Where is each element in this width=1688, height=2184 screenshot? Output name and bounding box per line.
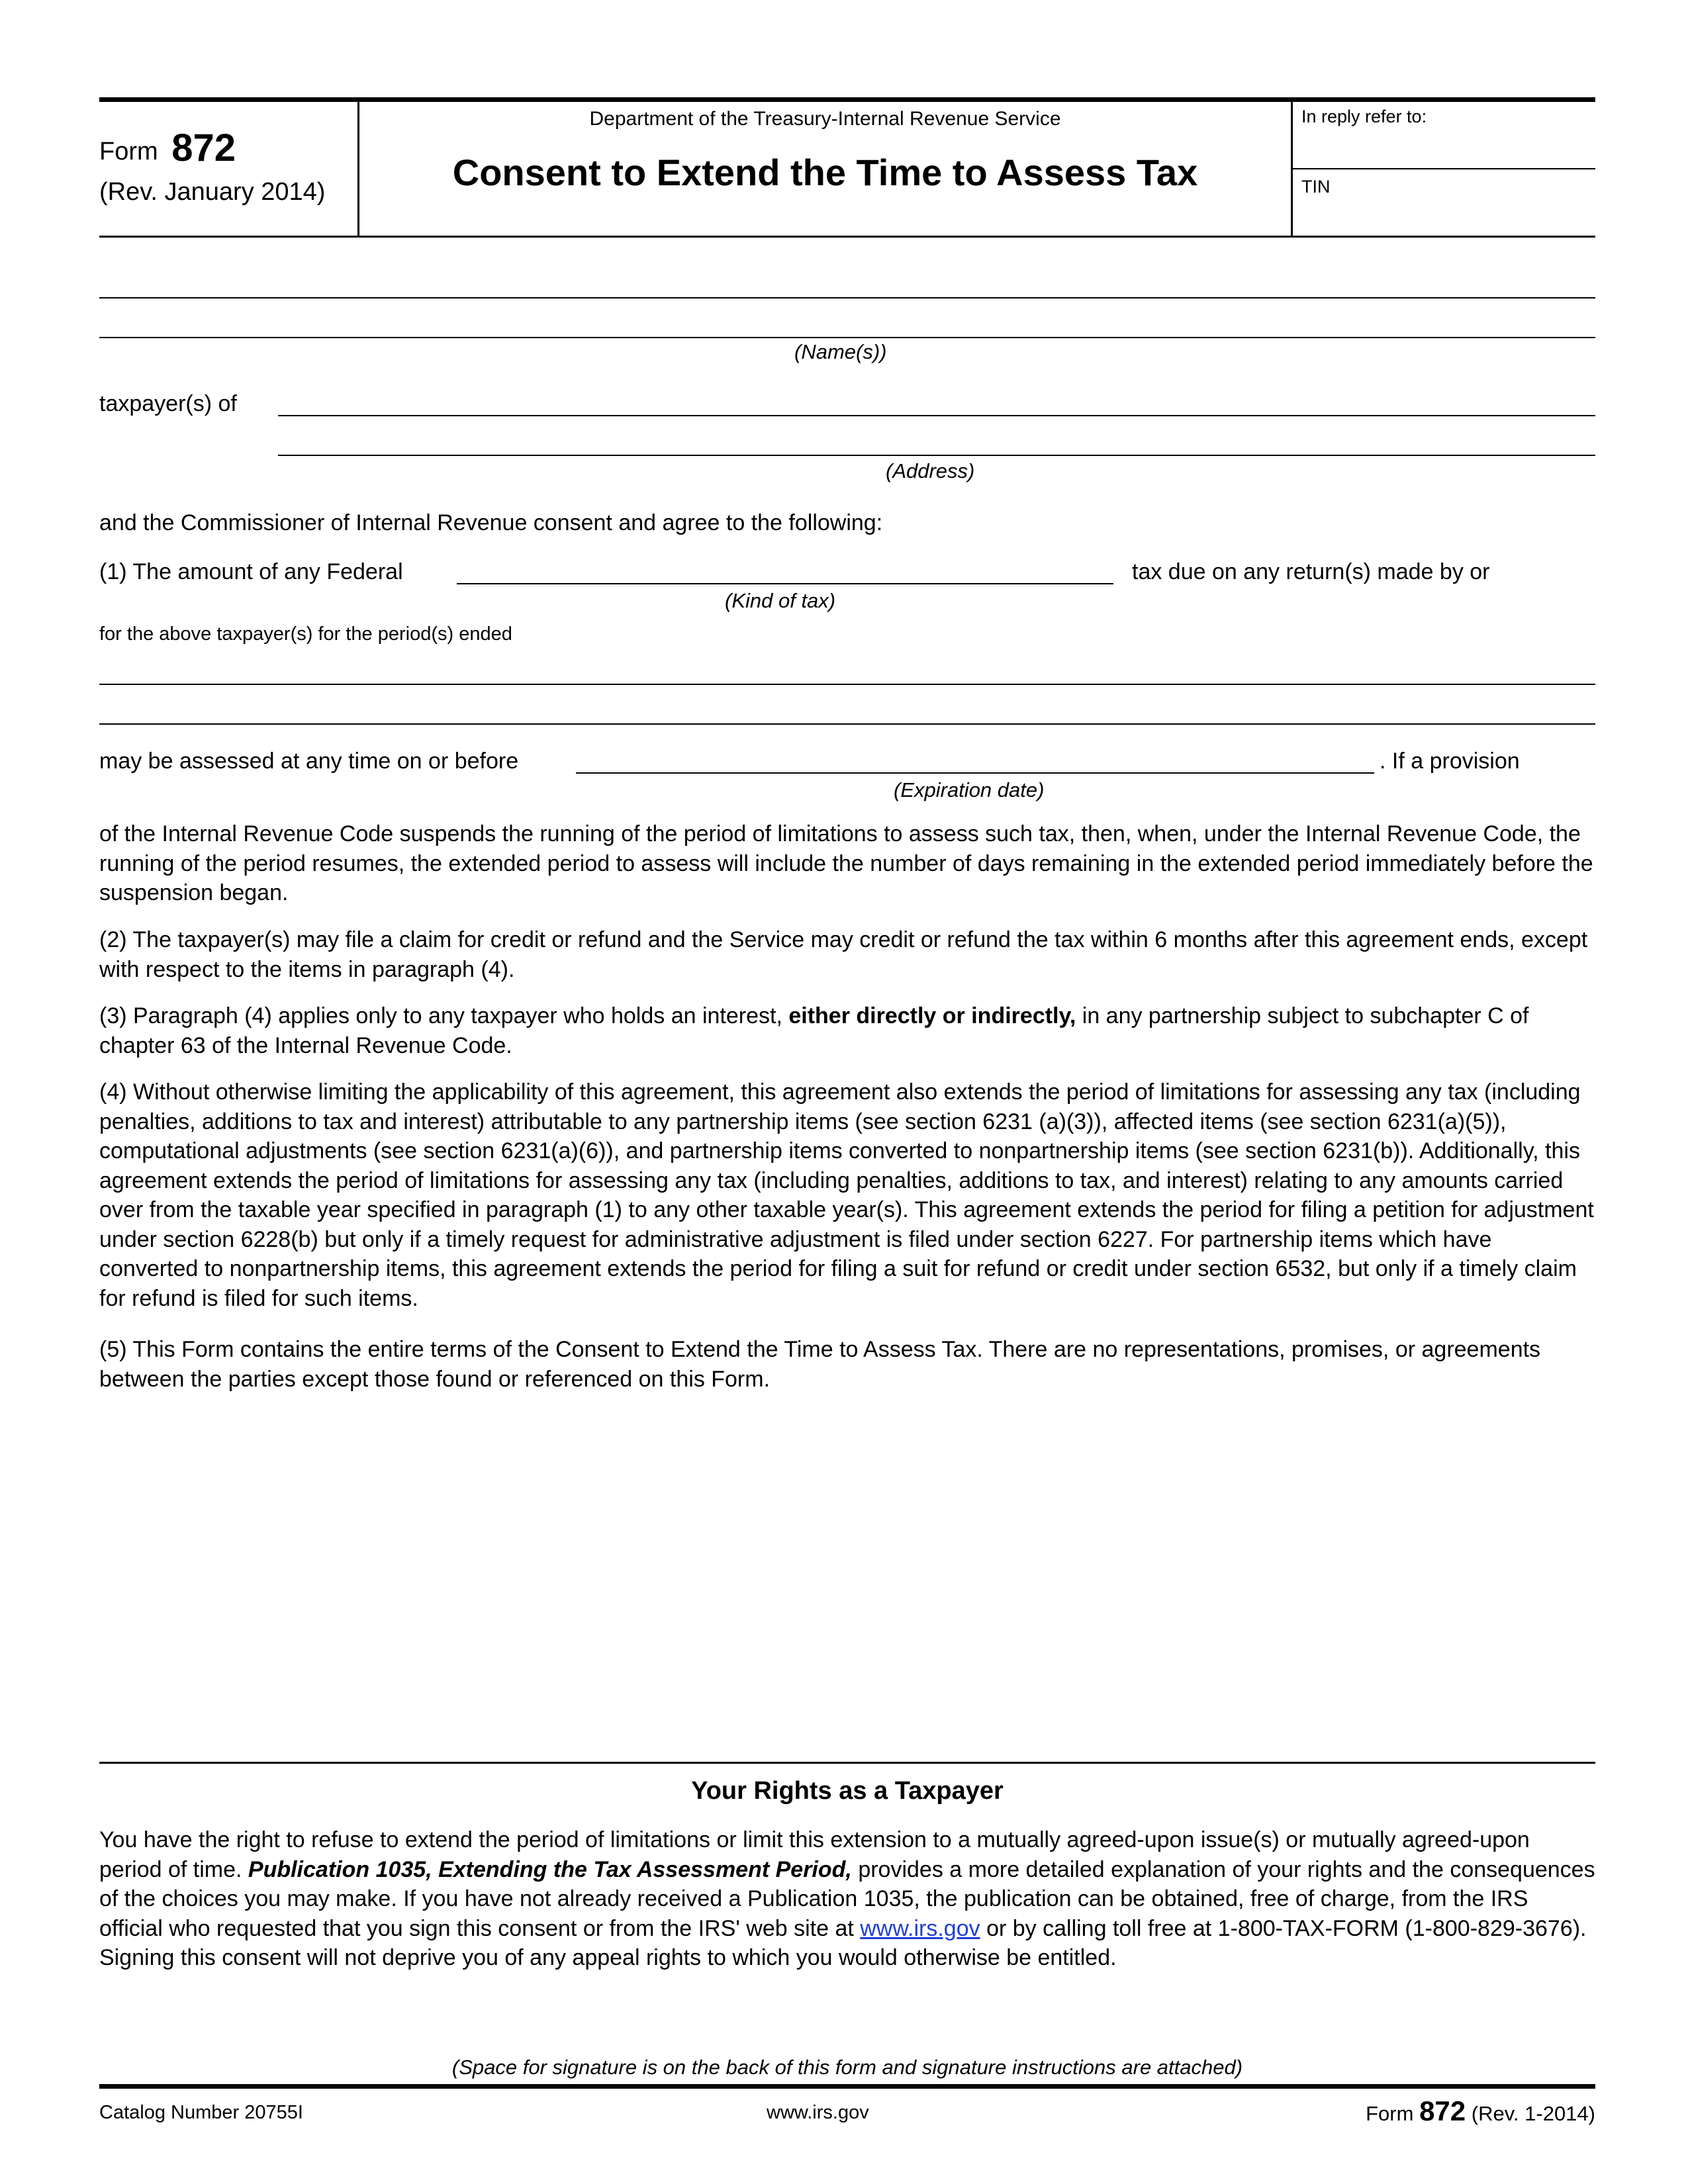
names-caption: (Name(s)) (794, 340, 887, 363)
assessed-prefix: may be assessed at any time on or before (99, 749, 519, 774)
rights-heading: Your Rights as a Taxpayer (691, 1777, 1004, 1805)
department-label: Department of the Treasury-Internal Revenue Service (589, 108, 1061, 130)
reply-divider (1293, 168, 1595, 169)
assessed-suffix: . If a provision (1380, 749, 1520, 774)
form-word: Form (99, 138, 158, 165)
rights-text (99, 1825, 1595, 1973)
kind-of-tax-caption: (Kind of tax) (725, 589, 836, 612)
rights-top-rule (99, 1762, 1595, 1764)
rights-text-2: provides a more detailed explanation of your rights and the consequences of the choices you may make. If you have not already received a Publication 1035, the publication can be obtained, free of charge, from the IRS official who requested that you sign this consent or from the IRS' web site at (99, 1856, 1595, 1941)
p3-bold: either directly or indirectly, (788, 1003, 1076, 1028)
publication-title: Publication 1035, Extending the Tax Assessment Period, (248, 1856, 852, 1882)
expiration-caption: (Expiration date) (894, 778, 1045, 801)
footer-form-label (1258, 2095, 1595, 2130)
footer-form-word: Form (1366, 2102, 1414, 2125)
header-top-rule (99, 97, 1595, 102)
paragraph-5: (5) This Form contains the entire terms of the Consent to Extend the Time to Assess Tax. There are no representations, promises, or agreements between the parties except those found or referenced on this Form. (99, 1337, 1541, 1392)
address-caption: (Address) (886, 459, 975, 482)
p1-prefix: (1) The amount of any Federal (99, 559, 403, 584)
reply-label: In reply refer to: (1301, 107, 1427, 126)
form-label (99, 126, 236, 169)
name-line-1 (99, 297, 1595, 298)
form-number: 872 (171, 126, 236, 169)
footer-rule (99, 2084, 1595, 2089)
period-line-2 (99, 723, 1595, 725)
page-title: Consent to Extend the Time to Assess Tax (452, 152, 1198, 193)
taxpayer-of-label: taxpayer(s) of (99, 391, 237, 416)
p3-text-1: (3) Paragraph (4) applies only to any taxpayer who holds an interest, (99, 1003, 789, 1028)
name-line-2 (99, 337, 1595, 338)
kind-of-tax-line (457, 583, 1113, 584)
p1-suffix: tax due on any return(s) made by or (1132, 559, 1490, 584)
footer-revision: (Rev. 1-2014) (1471, 2102, 1595, 2125)
signature-note: (Space for signature is on the back of this form and signature instructions are attached) (451, 2056, 1243, 2079)
name-field-1[interactable] (99, 265, 1598, 298)
rights-text-3: or by calling toll free at 1-800-TAX-FORM (1-800-829-3676). Signing this consent will not deprive you of any appeal rights to which you would otherwise be entitled. (99, 1915, 1587, 1970)
footer-website: www.irs.gov (767, 2102, 869, 2123)
paragraph-4: (4) Without otherwise limiting the applicability of this agreement, this agreement also extends the period of limitations for assessing any tax (including penalties, additions to tax and interest) attributable to any partnership items (see section 6231 (a)(3)), affected items (see section 6231(a)(5)), computational adjustments (see section 6231(a)(6)), and partnership items converted to nonpartnership items (see section 6231(b)). Additionally, this agreement extends the period of limitations for assessing any tax (including penalties, additions to tax, and interest) relating to any amounts carried over from the taxable year specified in paragraph (1) to any other taxable year(s). This agreement extends the period for filing a petition for adjustment under section 6228(b) but only if a timely request for administrative adjustment is filed under section 6227. For partnership items which have converted to nonpartnership items, this agreement extends the period for filing a suit for refund or credit under section 6532, but only if a timely claim for refund is filed for such items. (99, 1079, 1594, 1311)
footer-form-number: 872 (1419, 2095, 1466, 2126)
rights-text-1: You have the right to refuse to extend the period of limitations or limit this extension to a mutually agreed-upon issue(s) or mutually agreed-upon period of time. (99, 1827, 1530, 1882)
address-line-1 (278, 415, 1595, 416)
address-line-2 (278, 455, 1595, 456)
form-revision: (Rev. January 2014) (99, 178, 326, 206)
paragraph-2: (2) The taxpayer(s) may file a claim for credit or refund and the Service may credit or refund the tax within 6 months after this agreement ends, except with respect to the items in paragraph (4). (99, 927, 1588, 982)
consent-intro: and the Commissioner of Internal Revenue consent and agree to the following: (99, 510, 883, 535)
irs-website-link[interactable]: www.irs.gov (860, 1915, 980, 1941)
period-field-1[interactable] (99, 651, 1598, 684)
address-field-2[interactable] (278, 422, 1598, 455)
catalog-number: Catalog Number 20755I (99, 2102, 303, 2123)
kind-of-tax-field[interactable] (457, 551, 1116, 584)
p3-text-2: in any partnership subject to subchapter C of chapter 63 of the Internal Revenue Code. (99, 1003, 1529, 1058)
period-field-2[interactable] (99, 691, 1598, 724)
expiration-date-field[interactable] (576, 740, 1377, 773)
period-label: for the above taxpayer(s) for the period(s) ended (99, 623, 512, 645)
paragraph-1-continued: of the Internal Revenue Code suspends the running of the period of limitations to assess such tax, then, when, under the Internal Revenue Code, the running of the period resumes, the extended period to assess will include the number of days remaining in the extended period immediately before the suspension began. (99, 821, 1593, 905)
paragraph-3 (99, 1001, 1595, 1060)
header-bottom-rule (99, 236, 1595, 238)
expiration-date-line (576, 772, 1374, 774)
tin-label: TIN (1301, 177, 1331, 197)
address-field-1[interactable] (278, 383, 1598, 416)
name-field-2[interactable] (99, 304, 1598, 338)
period-line-1 (99, 684, 1595, 685)
